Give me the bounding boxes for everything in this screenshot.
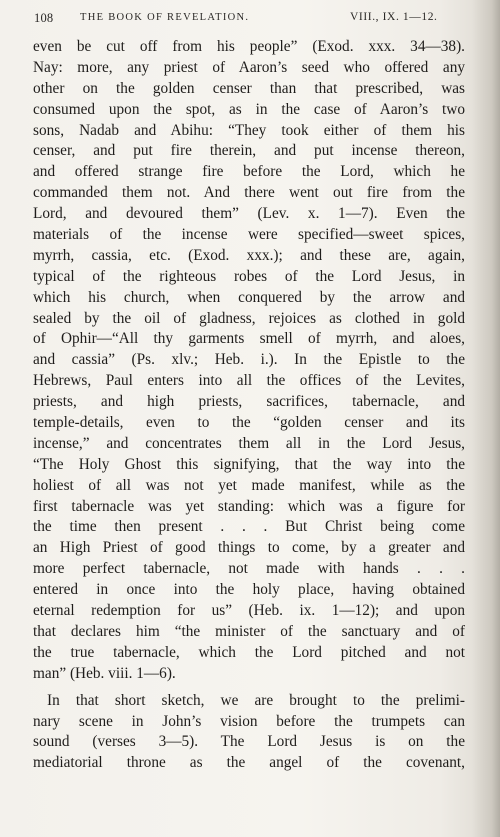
text-line: and offered strange fire before the Lord, which he [33,163,465,181]
text-line: an High Priest of good things to come, by a greater and [33,539,465,557]
text-line: even be cut off from his people” (Exod. xxx. 34—38). [33,38,465,55]
chapter-verse-reference: VIII., IX. 1—12. [350,11,438,23]
text-line: man” (Heb. viii. 1—6). [33,664,176,682]
text-line: eternal redemption for us” (Heb. ix. 1—12); and upon [33,602,465,620]
text-line: sound (verses 3—5). The Lord Jesus is on the [33,733,465,751]
running-title: THE BOOK OF REVELATION. [80,12,250,23]
text-line: first tabernacle was yet standing: which was a figure for [33,497,465,515]
text-line: commanded them not. And there went out fire from the [33,184,465,202]
text-line: materials of the incense were specified—sweet spices, [33,226,465,244]
text-line: and cassia” (Ps. xlv.; Heb. i.). In the Epistle to the [33,351,465,369]
text-line: holiest of all was not yet made manifest, while as the [33,476,465,494]
text-line: sealed by the oil of gladness, rejoices as clothed in gold [33,309,465,327]
text-line: Hebrews, Paul enters into all the offices of the Levites, [33,372,465,390]
text-line: Lord, and devoured them” (Lev. x. 1—7). Even the [33,205,465,223]
text-line: myrrh, cassia, etc. (Exod. xxx.); and these are, again, [33,246,465,264]
text-line: other on the golden censer than that prescribed, was [33,79,465,97]
page-body-text [33,37,465,774]
text-line: the true tabernacle, which the Lord pitched and not [33,643,465,661]
text-line: In that short sketch, we are brought to the prelimi- [47,691,465,709]
text-line: entered in once into the holy place, having obtained [33,581,465,599]
text-line: temple-details, even to the “golden censer and its [33,414,465,432]
text-line: typical of the righteous robes of the Lord Jesus, in [33,267,465,285]
text-line: more perfect tabernacle, not made with hands . . . [33,560,465,578]
paragraph-1 [33,37,465,685]
text-line: mediatorial throne as the angel of the covenant, [33,754,465,772]
text-line: incense,” and concentrates them all in the Lord Jesus, [33,434,465,452]
text-line: censer, and put fire therein, and put incense thereon, [33,142,465,160]
text-line: that declares him “the minister of the sanctuary and of [33,622,465,640]
text-line: consumed upon the spot, as in the case of Aaron’s two [33,100,465,118]
text-line: the time then present . . . But Christ being come [33,518,465,536]
page-header [34,11,474,29]
text-line: “The Holy Ghost this signifying, that the way into the [33,455,465,473]
paragraph-2 [33,691,465,775]
text-line: priests, and high priests, sacrifices, tabernacle, and [33,393,465,411]
text-line: Nay: more, any priest of Aaron’s seed who offered any [33,58,465,76]
page-number: 108 [34,11,54,25]
text-line: sons, Nadab and Abihu: “They took either of them his [33,121,465,139]
text-line: of Ophir—“All thy garments smell of myrrh, and aloes, [33,330,465,348]
text-line: nary scene in John’s vision before the trumpets can [33,712,465,730]
page-edge-shadow [472,0,500,837]
text-line: which his church, when conquered by the arrow and [33,288,465,306]
